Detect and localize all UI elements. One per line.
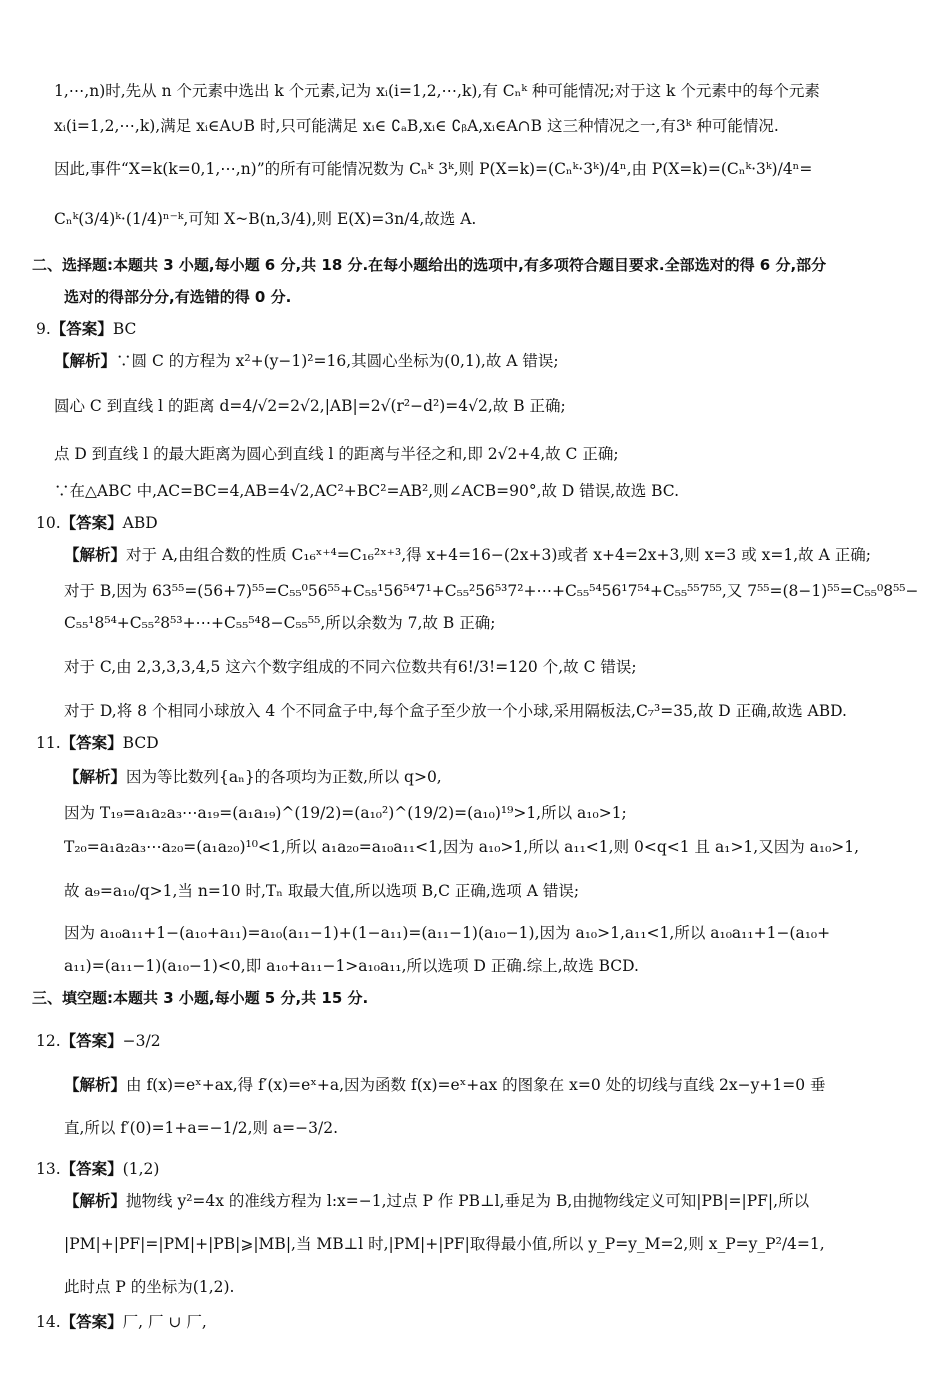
question-13-answer — [36, 1158, 159, 1180]
text-line: 因为 T₁₉=a₁a₂a₃⋯a₁₉=(a₁a₁₉)^(19/2)=(a₁₀²)^(19/2)=(a₁₀)¹⁹>1,所以 a₁₀>1; — [64, 804, 627, 822]
text-line: T₂₀=a₁a₂a₃⋯a₂₀=(a₁a₂₀)¹⁰<1,所以 a₁a₂₀=a₁₀a₁₁<1,因为 a₁₀>1,所以 a₁₁<1,则 0<q<1 且 a₁>1,又因为 a₁₀>1, — [64, 838, 860, 856]
question-number: 10. — [36, 514, 61, 532]
text-line: 1,⋯,n)时,先从 n 个元素中选出 k 个元素,记为 xᵢ(i=1,2,⋯,k),有 Cₙᵏ 种可能情况;对于这 k 个元素中的每个元素 — [54, 82, 820, 100]
answer-value: ABD — [122, 514, 158, 532]
text-line: 因为 a₁₀a₁₁+1−(a₁₀+a₁₁)=a₁₀(a₁₁−1)+(1−a₁₁)=(a₁₁−1)(a₁₀−1),因为 a₁₀>1,a₁₁<1,所以 a₁₀a₁₁+1−(a₁₀+ — [64, 924, 831, 942]
answer-label: 【答案】 — [60, 1313, 123, 1331]
text-line: 因此,事件“X=k(k=0,1,⋯,n)”的所有可能情况数为 Cₙᵏ 3ᵏ,则 P(X=k)=(Cₙᵏ·3ᵏ)/4ⁿ,由 P(X=k)=(Cₙᵏ·3ᵏ)/4ⁿ= — [54, 160, 813, 178]
answer-value: −3/2 — [122, 1032, 161, 1050]
question-11-analysis — [64, 766, 442, 788]
analysis-label: 【解析】 — [64, 546, 127, 564]
text-line: 此时点 P 的坐标为(1,2). — [64, 1278, 235, 1296]
analysis-label: 【解析】 — [64, 1192, 127, 1210]
text-line: xᵢ(i=1,2,⋯,k),满足 xᵢ∈A∪B 时,只可能满足 xᵢ∈ ∁ₐB,xᵢ∈ ∁ᵦA,xᵢ∈A∩B 这三种情况之一,有3ᵏ 种可能情况. — [54, 117, 779, 135]
question-number: 12. — [36, 1032, 61, 1050]
question-10-analysis — [64, 544, 871, 566]
question-9-analysis — [54, 350, 559, 372]
question-number: 14. — [36, 1313, 61, 1331]
answer-value: BC — [112, 320, 137, 338]
answer-label: 【答案】 — [50, 320, 113, 338]
text-line: 对于 D,将 8 个相同小球放入 4 个不同盒子中,每个盒子至少放一个小球,采用隔板法,C₇³=35,故 D 正确,故选 ABD. — [64, 702, 847, 720]
section-heading: 二、选择题:本题共 3 小题,每小题 6 分,共 18 分.在每小题给出的选项中,有多项符合题目要求.全部选对的得 6 分,部分 — [32, 256, 827, 274]
question-12-analysis — [64, 1074, 826, 1096]
question-14-answer — [36, 1311, 207, 1333]
text-line: 由 f(x)=eˣ+ax,得 f′(x)=eˣ+a,因为函数 f(x)=eˣ+ax 的图象在 x=0 处的切线与直线 2x−y+1=0 垂 — [126, 1076, 826, 1094]
analysis-label: 【解析】 — [64, 1076, 127, 1094]
analysis-label: 【解析】 — [54, 352, 117, 370]
question-9-answer — [36, 318, 136, 340]
text-line: 抛物线 y²=4x 的准线方程为 l:x=−1,过点 P 作 PB⊥l,垂足为 B,由抛物线定义可知|PB|=|PF|,所以 — [126, 1192, 810, 1210]
question-12-answer — [36, 1030, 161, 1052]
question-13-analysis — [64, 1190, 809, 1212]
answer-value: (1,2) — [122, 1160, 160, 1178]
text-line: 故 a₉=a₁₀/q>1,当 n=10 时,Tₙ 取最大值,所以选项 B,C 正确,选项 A 错误; — [64, 882, 580, 900]
text-line: ∵圆 C 的方程为 x²+(y−1)²=16,其圆心坐标为(0,1),故 A 错误; — [116, 352, 559, 370]
question-number: 11. — [36, 734, 61, 752]
question-10-answer — [36, 512, 158, 534]
answer-label: 【答案】 — [60, 1032, 123, 1050]
text-line: 对于 C,由 2,3,3,3,4,5 这六个数字组成的不同六位数共有6!/3!=120 个,故 C 错误; — [64, 658, 637, 676]
analysis-label: 【解析】 — [64, 768, 127, 786]
text-line: C₅₅¹8⁵⁴+C₅₅²8⁵³+⋯+C₅₅⁵⁴8−C₅₅⁵⁵,所以余数为 7,故 B 正确; — [64, 614, 496, 632]
text-line: a₁₁)=(a₁₁−1)(a₁₀−1)<0,即 a₁₀+a₁₁−1>a₁₀a₁₁,所以选项 D 正确.综上,故选 BCD. — [64, 957, 639, 975]
answer-label: 【答案】 — [60, 734, 123, 752]
question-number: 9. — [36, 320, 51, 338]
answer-value: BCD — [122, 734, 159, 752]
question-11-answer — [36, 732, 159, 754]
text-line: 对于 B,因为 63⁵⁵=(56+7)⁵⁵=C₅₅⁰56⁵⁵+C₅₅¹56⁵⁴7¹+C₅₅²56⁵³7²+⋯+C₅₅⁵⁴56¹7⁵⁴+C₅₅⁵⁵7⁵⁵,又 7⁵⁵=(8−1)⁵⁵=C₅₅⁰8⁵⁵− — [64, 582, 919, 600]
text-line: 直,所以 f′(0)=1+a=−1/2,则 a=−3/2. — [64, 1119, 339, 1137]
answer-label: 【答案】 — [60, 1160, 123, 1178]
answer-value: 厂, 厂 ∪ 厂, — [122, 1313, 207, 1331]
section-heading: 选对的得部分分,有选错的得 0 分. — [64, 288, 292, 306]
text-line: Cₙᵏ(3/4)ᵏ·(1/4)ⁿ⁻ᵏ,可知 X~B(n,3/4),则 E(X)=3n/4,故选 A. — [54, 210, 477, 228]
section-heading: 三、填空题:本题共 3 小题,每小题 5 分,共 15 分. — [32, 989, 369, 1007]
text-line: 点 D 到直线 l 的最大距离为圆心到直线 l 的距离与半径之和,即 2√2+4,故 C 正确; — [54, 445, 619, 463]
text-line: 因为等比数列{aₙ}的各项均为正数,所以 q>0, — [126, 768, 442, 786]
text-line: |PM|+|PF|=|PM|+|PB|⩾|MB|,当 MB⊥l 时,|PM|+|PF|取得最小值,所以 y_P=y_M=2,则 x_P=y_P²/4=1, — [64, 1235, 825, 1253]
text-line: ∵在△ABC 中,AC=BC=4,AB=4√2,AC²+BC²=AB²,则∠ACB=90°,故 D 错误,故选 BC. — [54, 482, 680, 500]
answer-label: 【答案】 — [60, 514, 123, 532]
text-line: 圆心 C 到直线 l 的距离 d=4/√2=2√2,|AB|=2√(r²−d²)=4√2,故 B 正确; — [54, 397, 566, 415]
text-line: 对于 A,由组合数的性质 C₁₆ˣ⁺⁴=C₁₆²ˣ⁺³,得 x+4=16−(2x+3)或者 x+4=2x+3,则 x=3 或 x=1,故 A 正确; — [126, 546, 871, 564]
question-number: 13. — [36, 1160, 61, 1178]
